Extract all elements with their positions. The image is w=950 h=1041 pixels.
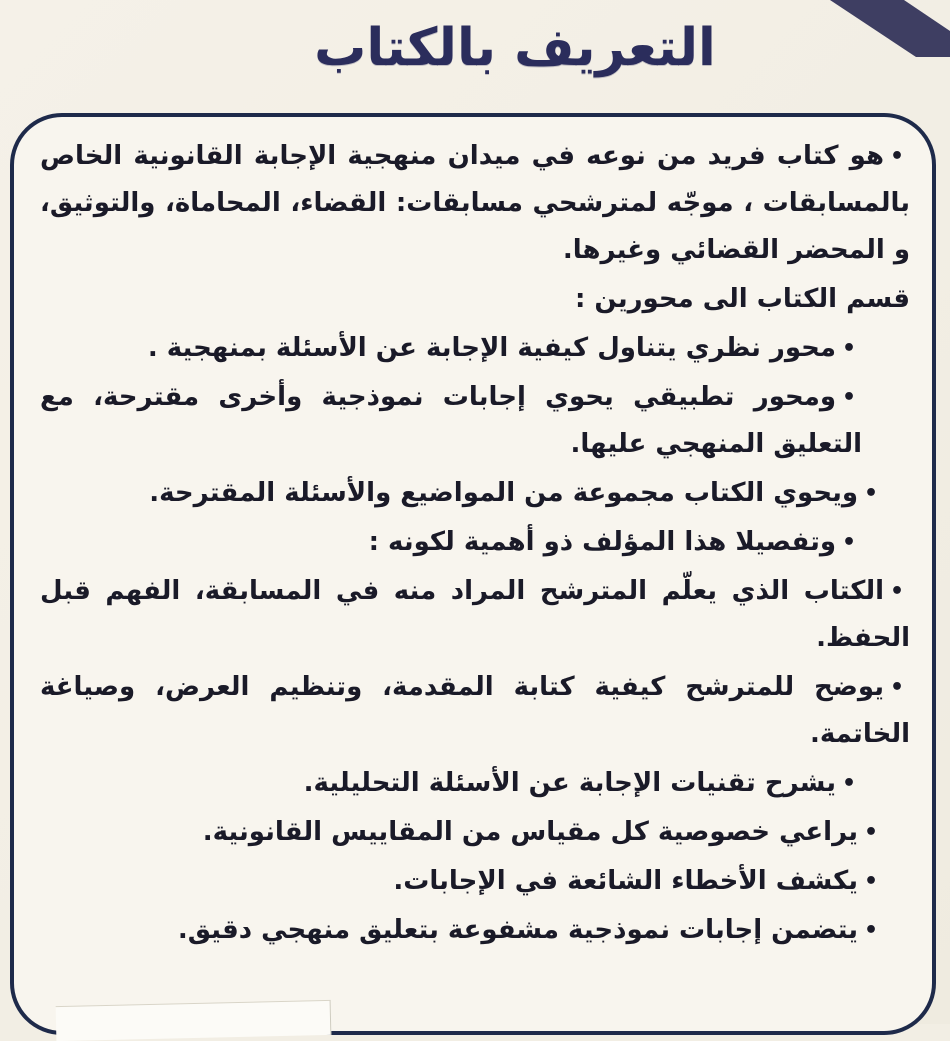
section-heading — [40, 276, 910, 323]
list-item-text: يتضمن إجابات نموذجية مشفوعة بتعليق منهجي دقيق. — [177, 915, 858, 945]
list-item — [40, 133, 910, 274]
list-item-text: ومحور تطبيقي يحوي إجابات نموذجية وأخرى مقترحة، مع التعليق المنهجي عليها. — [40, 382, 862, 459]
list-item-text: يوضح للمترشح كيفية كتابة المقدمة، وتنظيم العرض، وصياغة الخاتمة. — [40, 672, 910, 749]
bullet-icon: • — [841, 336, 857, 361]
list-item-text: محور نظري يتناول كيفية الإجابة عن الأسئلة بمنهجية . — [147, 333, 836, 363]
list-item-text: الكتاب الذي يعلّم المترشح المراد منه في المسابقة، الفهم قبل الحفظ. — [40, 576, 910, 653]
bullet-icon: • — [863, 820, 879, 845]
list-item-text: يكشف الأخطاء الشائعة في الإجابات. — [393, 866, 858, 896]
list-item — [40, 809, 884, 856]
list-item — [40, 760, 862, 807]
bullet-icon: • — [841, 771, 857, 796]
content-box — [10, 113, 936, 1035]
bullet-icon: • — [863, 869, 879, 894]
bullet-icon: • — [841, 530, 857, 555]
list-item — [40, 374, 862, 468]
list-item-text: ويحوي الكتاب مجموعة من المواضيع والأسئلة المقترحة. — [149, 478, 858, 508]
bullet-icon: • — [863, 918, 879, 943]
list-item-text: وتفصيلا هذا المؤلف ذو أهمية لكونه : — [368, 527, 836, 557]
list-item-text: هو كتاب فريد من نوعه في ميدان منهجية الإجابة القانونية الخاص بالمسابقات ، موجّه لمترشحي مسابقات: القضاء، المحاماة، والتوثيق، و المحضر القضائي وغيرها. — [40, 141, 910, 265]
paper-patch — [56, 1000, 332, 1041]
list-item — [40, 568, 910, 662]
list-item — [40, 519, 862, 566]
bullet-icon: • — [863, 481, 879, 506]
list-item-text: يراعي خصوصية كل مقياس من المقاييس القانونية. — [202, 817, 858, 847]
bullet-icon: • — [889, 144, 905, 169]
list-item — [40, 664, 910, 758]
bullet-icon: • — [841, 385, 857, 410]
page-title: التعريف بالكتاب — [314, 18, 716, 78]
bullet-list — [14, 117, 932, 954]
list-item-text: قسم الكتاب الى محورين : — [574, 284, 910, 314]
list-item — [40, 907, 884, 954]
list-item — [40, 470, 884, 517]
list-item-text: يشرح تقنيات الإجابة عن الأسئلة التحليلية. — [303, 768, 836, 798]
list-item — [40, 325, 862, 372]
bullet-icon: • — [889, 675, 905, 700]
list-item — [40, 858, 884, 905]
bullet-icon: • — [889, 579, 905, 604]
